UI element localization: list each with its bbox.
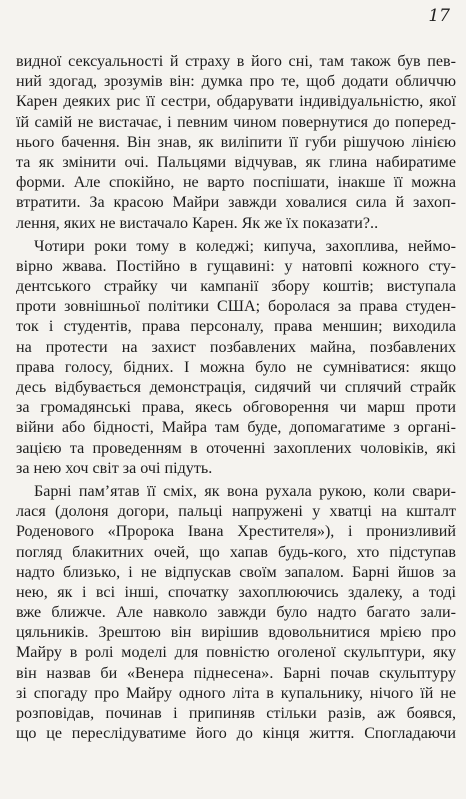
text-line: Майру в ролі моделі для повністю оголеної скульптури, яку (16, 644, 456, 662)
text-line: ток і студентів, права персоналу, права меншин; виходила (16, 318, 456, 336)
text-line: права голосу, бідних. І можна було не сумніватися: якщо (16, 358, 456, 376)
text-line: зі спогаду про Майру одного літа в купальнику, нічого їй не (16, 684, 456, 702)
text-line: розповідав, починав і припиняв стільки разів, аж боявся, (16, 705, 456, 722)
text-line: зацією та проведенням в оточенні захоплених чоловіків, які (16, 439, 456, 457)
text-line: та як змінити очі. Пальцями відчував, як глина набиратиме (16, 153, 456, 171)
text-line: за громадянські права, якесь обговорення чи марш проти (16, 399, 456, 417)
paragraph (16, 237, 456, 479)
text-line: надто близько, і не відпускав своїм запалом. Барні йшов за (16, 563, 456, 581)
text-line: на протести на захист позбавлених майна, позбавлених (16, 338, 456, 356)
text-line: Роденового «Пророка Івана Хрестителя»), і пронизливий (16, 523, 456, 541)
text-line: погляд блакитних очей, що хапав будь-кого, хто підступав (16, 543, 456, 561)
paragraph (16, 482, 456, 744)
paragraph (16, 52, 456, 234)
text-line: форми. Але спокійно, не варто поспішати, інакше її можна (16, 174, 456, 192)
text-line: дентського страйку чи кампанії збору коштів; виступала (16, 278, 456, 296)
text-line: що це переслідуватиме його до кінця життя. Спогладаючи (16, 725, 456, 743)
text-line: їй самій не вистачає, і певним чином повернутися до поперед- (16, 113, 456, 131)
text-line: Барні пам’ятав її сміх, як вона рухала рукою, коли свари- (34, 482, 456, 500)
text-line: війни або бідності, Майра там буде, допомагатиме з органі- (16, 419, 456, 437)
text-line: втратити. За красою Майри завжди ховалися сила й захоп- (16, 194, 456, 212)
text-line: цяльників. Зрештою він вирішив вдовольнитися мрією про (16, 624, 456, 642)
text-line: він назвав би «Венера піднесена». Барні почав скульптуру (16, 664, 456, 682)
text-line: нею, як і всі інші, спочатку захоплюючись здалеку, а тоді (16, 583, 456, 601)
text-line: за нею хоч світ за очі підуть. (16, 459, 213, 477)
text-line: видної сексуальності й страху в його сні, там також був пев- (16, 53, 456, 70)
text-line: проти зовнішньої політики США; боролася за права студен- (16, 298, 456, 316)
text-line: Чотири роки тому в коледжі; кипуча, захоплива, неймо- (34, 237, 456, 255)
text-line: Карен деяких рис її сестри, обдарувати індивідуальністю, якої (16, 93, 456, 111)
text-line: нього бачення. Він знав, як виліпити її губи рішучою лінією (16, 133, 456, 151)
text-line: лася (долоня догори, пальці напружені у хватці на кшталт (16, 503, 456, 521)
page-number: 17 (428, 6, 450, 26)
text-line: вже ближче. Але навколо завжди було надто багато зали- (16, 604, 456, 622)
text-line: лення, яких не вистачало Карен. Як же їх показати?.. (16, 214, 379, 232)
text-line: десь відбувається демонстрація, сидячий чи сплячий страйк (16, 379, 456, 396)
text-line: ний здогад, зрозумів він: думка про те, щоб додати обличчю (16, 73, 456, 91)
body-text (16, 52, 456, 744)
text-line: вірно жвава. Постійно в гущавині: у натовпі кожного сту- (16, 257, 456, 275)
